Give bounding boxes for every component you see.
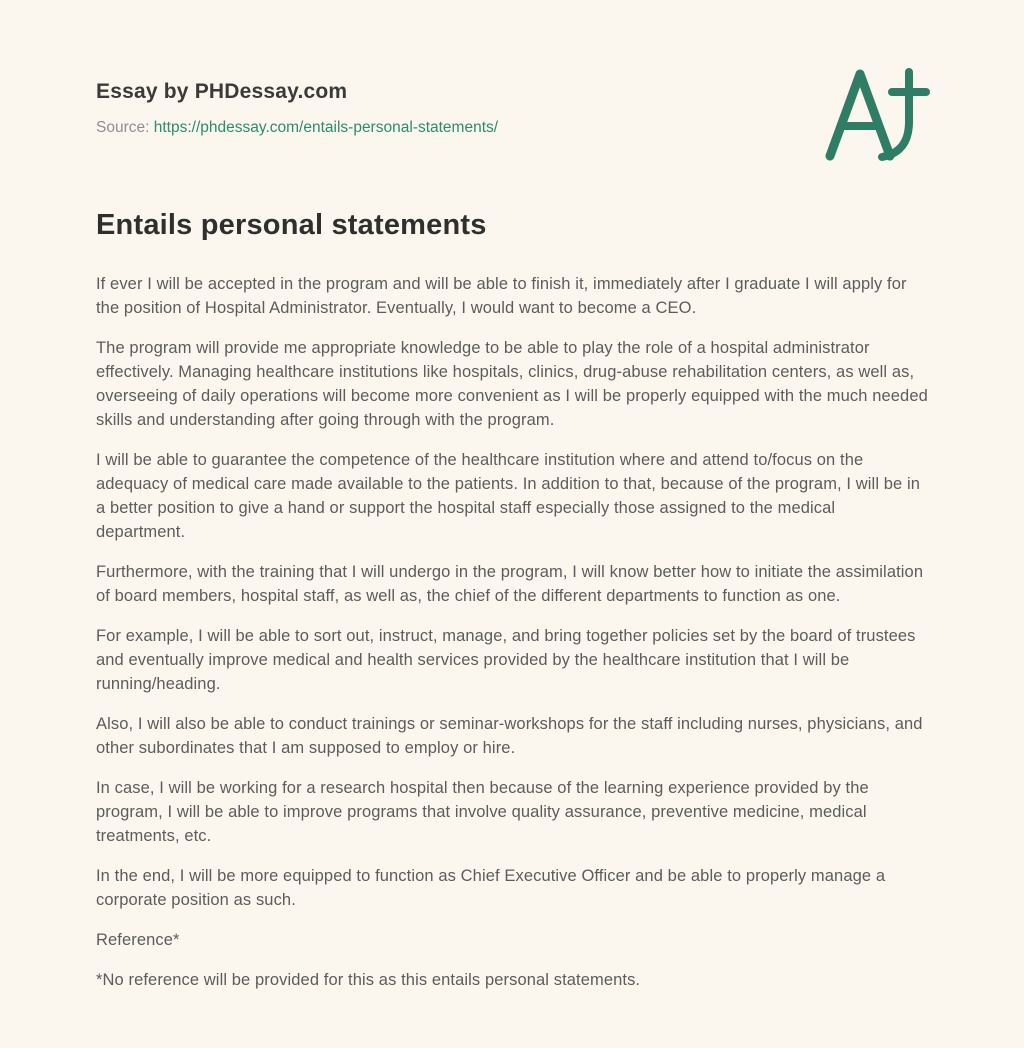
article-body [96,272,928,992]
source-line [96,119,928,137]
essay-paragraph: If ever I will be accepted in the program and will be able to finish it, immediately after I graduate I will apply for the position of Hospital Administrator. Eventually, I would want to become a CEO. [96,275,907,317]
source-url-link[interactable]: https://phdessay.com/entails-personal-statements/ [153,119,499,136]
source-label: Source: [96,119,150,136]
essay-paragraph: Furthermore, with the training that I will undergo in the program, I will know better how to initiate the assimilation of board members, hospital staff, as well as, the chief of the different departments to function as one. [96,563,924,605]
essay-paragraph: For example, I will be able to sort out, instruct, manage, and bring together policies set by the board of trustees and eventually improve medical and health services provided by the healthcare institution that I will be running/heading. [96,627,916,693]
essay-paragraph: In case, I will be working for a research hospital then because of the learning experience provided by the program, I will be able to improve programs that involve quality assurance, preventive medicine, medical treatments, etc. [96,779,869,845]
reference-footnote: *No reference will be provided for this as this entails personal statements. [96,971,641,989]
essay-paragraph: Also, I will also be able to conduct trainings or seminar-workshops for the staff including nurses, physicians, and other subordinates that I am supposed to employ or hire. [96,715,923,757]
page-title: Essay by PHDessay.com [96,80,348,103]
essay-paragraph: In the end, I will be more equipped to function as Chief Executive Officer and be able to properly manage a corporate position as such. [96,867,886,909]
reference-heading: Reference* [96,931,180,949]
essay-paragraph: I will be able to guarantee the competence of the healthcare institution where and attend to/focus on the adequacy of medical care made available to the patients. In addition to that, because of the program, I will be in a better position to give a hand or support the hospital staff especially those assigned to the medical department. [96,451,921,541]
phdessay-logo-icon [824,64,930,164]
article-title: Entails personal statements [96,209,487,241]
essay-paragraph: The program will provide me appropriate knowledge to be able to play the role of a hospital administrator effectively. Managing healthcare institutions like hospitals, clinics, drug-abuse rehabilitation centers, as well as, overseeing of daily operations will become more convenient as I will be properly equipped with the much needed skills and understanding after going through with the program. [96,339,928,429]
